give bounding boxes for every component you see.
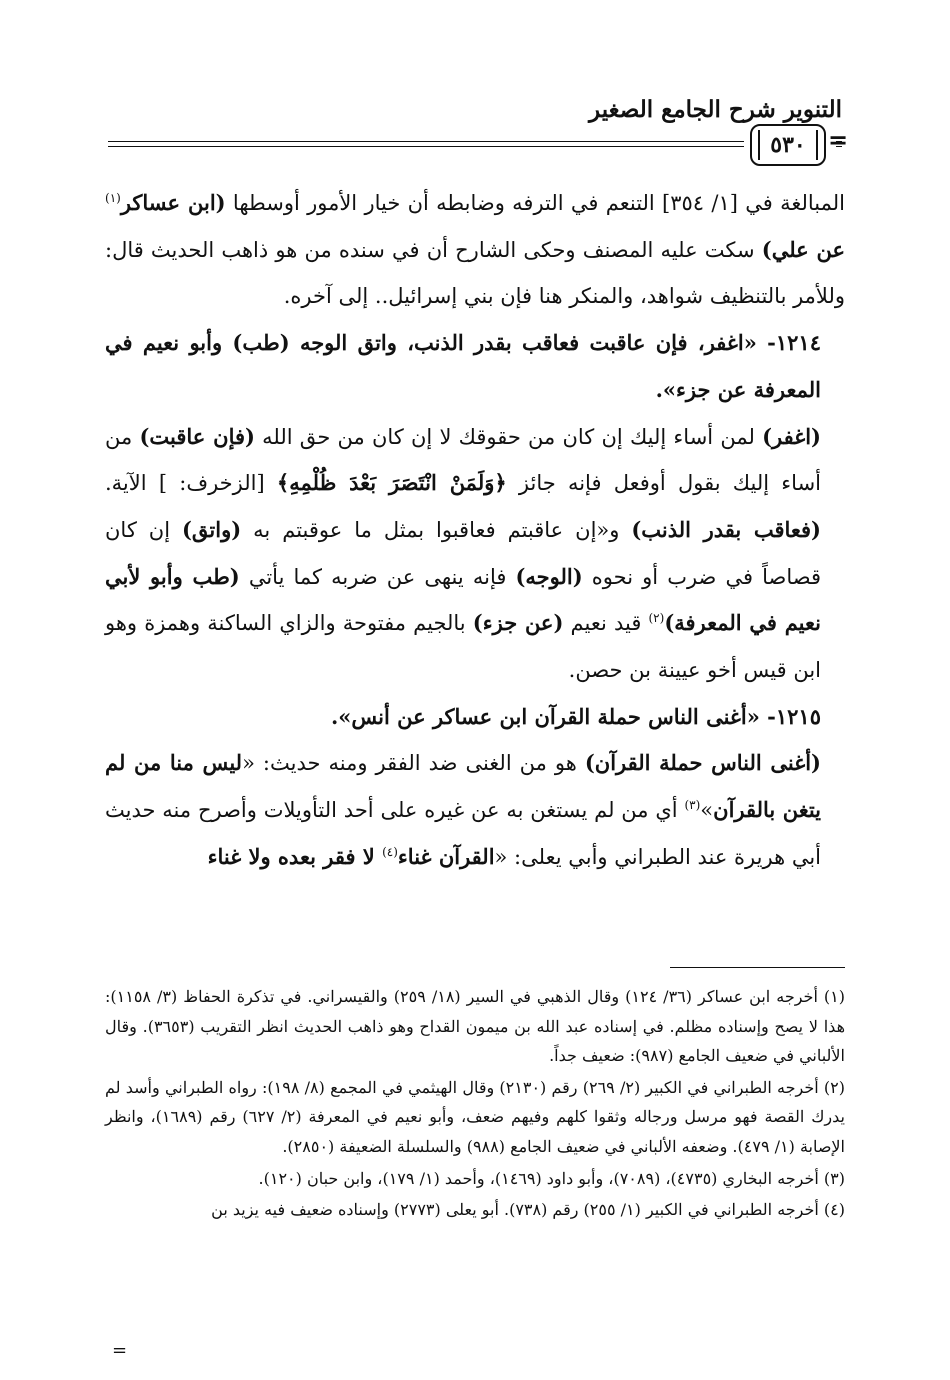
hadith-text: ١٢١٥- «أغنى الناس حملة القرآن ابن عساكر عن أنس». <box>330 703 821 729</box>
text-span: إن كان قصاصاً في ضرب أو نحوه <box>105 517 821 589</box>
hadith-1215 <box>105 694 845 741</box>
footnote-ref-4: (٤) <box>382 844 398 859</box>
text-span: بالجيم مفتوحة والزاي الساكنة وهمزة وهو ابن قيس أخو عيينة بن حصن. <box>105 611 821 683</box>
footnote-2: (٢) أخرجه الطبراني في الكبير (٢/ ٢٦٩) رقم (٢١٣٠) وقال الهيثمي في المجمع (٨/ ١٩٨): رواه الطبراني وأسد لم يدرك القصة فهو مرسل ورجاله وثقوا كلهم وفيهم ضعف، وأبو نعيم في المعرفة (٢/ ٦٢٧) رقم (١٦٨٩)، وانظر الإصابة (١/ ٤٧٩). وضعفه الألباني في ضعيف الجامع (٩٨٨) والسلسلة الضعيفة (٢٨٥٠). <box>105 1077 845 1156</box>
keyword: (واتق) <box>181 516 242 542</box>
source-citation: (طب وأبو لأبي نعيم في المعرفة) <box>105 563 821 636</box>
continuation-mark-top: = <box>828 125 849 154</box>
main-text <box>105 180 845 881</box>
text-span: سكت عليه المصنف وحكى الشارح أن في سنده من هو ذاهب الحديث قال: وللأمر بالتنظيف شواهد، والمنكر هنا فإن بني إسرائيل.. إلى آخره. <box>105 237 845 309</box>
footnote-3: (٣) أخرجه البخاري (٤٧٣٥)، (٧٠٨٩)، وأبو داود (١٤٦٩)، وأحمد (١/ ١٧٩)، وابن حبان (١٢٠). <box>258 1168 845 1188</box>
footnote-ref-1: (١) <box>105 191 121 205</box>
quoted-hadith: القرآن غناء <box>397 843 495 869</box>
text-span: لمن أساء إليك إن كان من حقوقك لا إن كان من حق الله <box>254 424 763 449</box>
text-span: هو من الغنى ضد الفقر ومنه حديث: « <box>242 751 585 776</box>
paragraph-3 <box>105 740 845 880</box>
source-citation: عن علي) <box>761 236 845 262</box>
footnote-4: (٤) أخرجه الطبراني في الكبير (١/ ٢٥٥) رقم (٧٣٨). أبو يعلى (٢٧٧٣) وإسناده ضعيف فيه يزيد بن <box>211 1200 845 1220</box>
source-citation: (ابن عساكر <box>120 190 226 215</box>
text-span: و«إن عاقبتم فعاقبوا بمثل ما عوقبتم به <box>241 517 632 542</box>
paragraph-1 <box>105 180 845 320</box>
running-title: التنوير شرح الجامع الصغير <box>589 96 842 123</box>
text-span: المبالغة في [١/ ٣٥٤] التنعم في الترفه وضابطه أن خيار الأمور أوسطها <box>225 191 845 215</box>
header-rule-left-bottom <box>108 146 744 147</box>
badge-bar-right <box>816 130 818 160</box>
page-number-badge <box>750 124 826 166</box>
continuation-mark-bottom: = <box>112 1340 128 1361</box>
quoted-hadith: ليس منا من لم يتغن بالقرآن <box>105 750 822 823</box>
header-rule-left-top <box>108 141 744 142</box>
quoted-hadith: لا فقر بعده ولا غناء <box>207 843 383 869</box>
page-number: ٥٣٠ <box>770 132 806 158</box>
keyword: (الوجه) <box>515 563 583 589</box>
text-span: من أساء إليك بقول أوفعل فإنه جائز <box>105 424 822 496</box>
hadith-text: ١٢١٤- «اغفر، فإن عاقبت فعاقب بقدر الذنب، واتق الوجه (طب) وأبو نعيم في المعرفة عن جزء». <box>105 330 821 402</box>
footnote-ref-3: (٣) <box>684 798 701 813</box>
keyword: (فعاقب بقدر الذنب) <box>631 516 821 542</box>
badge-bar-left <box>758 130 760 160</box>
paragraph-2 <box>105 414 845 694</box>
keyword: (اغفر) <box>762 423 821 449</box>
text-span: [الزخرف: ] الآية. <box>105 471 277 496</box>
hadith-1214 <box>105 320 845 413</box>
footnote-ref-2: (٢) <box>648 611 665 626</box>
quran-verse: ﴿وَلَمَنْ انْتَصَرَ بَعْدَ ظُلْمِهِ﴾ <box>276 470 507 496</box>
text-span: قيد نعيم <box>563 611 649 636</box>
text-span: أي من لم يستغن به عن غيره على أحد التأويلات وأصرح منه حديث أبي هريرة عند الطبراني وأبي يعلى: « <box>105 798 821 869</box>
text-span: فإنه ينهى عن ضربه كما يأتي <box>239 564 516 589</box>
footnotes <box>105 982 845 1227</box>
keyword: (عن جزء) <box>472 610 564 636</box>
footnote-separator <box>670 967 845 968</box>
keyword: (أغنى الناس حملة القرآن) <box>584 750 821 776</box>
keyword: (فإن عاقبت) <box>139 423 255 449</box>
text-span: » <box>700 798 714 823</box>
footnote-1: (١) أخرجه ابن عساكر (٣٦/ ١٢٤) وقال الذهبي في السير (١٨/ ٢٥٩) والقيسراني. في تذكرة الحفاظ (٣/ ١١٥٨): هذا لا يصح وإسناده مظلم. في إسناده عبد الله بن ميمون القداح وهو ذاهب الحديث انظر التقريب (٣٦٥٣). وقال الألباني في ضعيف الجامع (٩٨٧): ضعيف جداً. <box>105 987 846 1066</box>
